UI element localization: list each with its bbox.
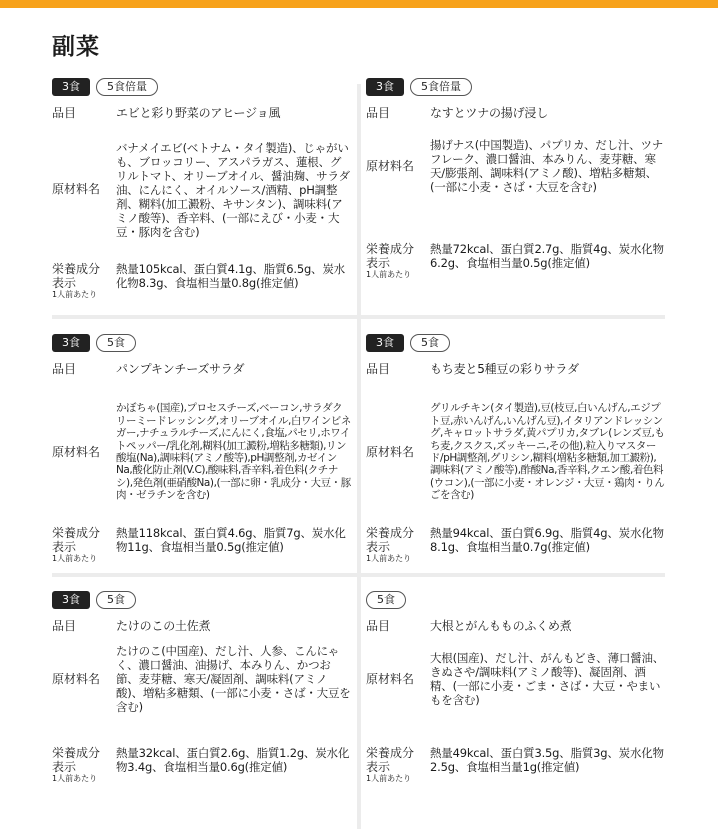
item-name-label: 品目: [366, 106, 391, 120]
nutrition-label-line2: 表示: [52, 540, 77, 554]
nutrition-label: [366, 746, 430, 784]
item-name: もち麦と5種豆の彩りサラダ: [430, 362, 579, 376]
nutrition-text: 熱量118kcal、蛋白質4.6g、脂質7g、炭水化物11g、食塩相当量0.5g(推定値): [116, 526, 346, 554]
menu-card: [52, 591, 352, 784]
item-name-label: 品目: [366, 619, 391, 633]
nutrition-label-line2: 表示: [366, 256, 391, 270]
nutrition-label-line2: 表示: [366, 760, 391, 774]
ingredients-label: 原材料名: [52, 182, 101, 196]
nutrition-text: 熱量72kcal、蛋白質2.7g、脂質4g、炭水化物6.2g、食塩相当量0.5g(推定値): [430, 242, 664, 270]
nutrition-row: [52, 262, 352, 300]
row-divider: [52, 573, 665, 577]
nutrition-label: [52, 526, 116, 564]
badges: [52, 78, 352, 96]
portion-option-badge: 5食: [410, 334, 450, 352]
ingredients-label: 原材料名: [366, 444, 415, 459]
item-name: エビと彩り野菜のアヒージョ風: [116, 106, 281, 120]
nutrition-label-line2: 表示: [52, 276, 77, 290]
nutrition-row: [366, 526, 666, 564]
meal-count-badge: 3食: [366, 334, 404, 352]
badges: [366, 78, 666, 96]
ingredients-text: グリルチキン(タイ製造),豆(枝豆,白いんげん,エジプト豆,赤いんげん,いんげん豆),イタリアンドレッシング,キャロットサラダ,黄パプリカ,タブレ(レンズ豆,もち麦,クスクス,ズッキーニ,その他),粒入りマスタード/pH調整剤,グリシン,糊料(増粘多糖類,加工澱粉),調味料(アミノ酸等),酢酸Na,香辛料,クエン酸,着色料(ウコン),(一部に小麦・オレンジ・大豆・鶏肉・りんごを含む): [430, 402, 665, 502]
per-serving-note: 1人前あたり: [52, 290, 98, 299]
ingredients-text: かぼちゃ(国産),プロセスチーズ,ベーコン,サラダクリーミードレッシング,オリーブオイル,白ワインビネガー,ナチュラルチーズ,にんにく,食塩,パセリ,ホワイトペッパー/乳化剤,糊料(加工澱粉,増粘多糖類),リン酸塩(Na),調味料(アミノ酸等),pH調整剤,カゼインNa,酸化防止剤(V.C),酸味料,香辛料,着色料(クチナシ),発色剤(亜硝酸Na),(一部に卵・乳成分・大豆・豚肉・ゼラチンを含む): [116, 402, 351, 502]
menu-card: [52, 78, 352, 300]
ingredients-text: 大根(国産)、だし汁、がんもどき、薄口醤油、きぬさや/調味料(アミノ酸等)、凝固剤、酒精、(一部に小麦・ごま・さば・大豆・やまいもを含む): [430, 651, 665, 707]
item-name-label: 品目: [52, 106, 77, 120]
top-accent-bar: [0, 0, 718, 8]
badges: [52, 591, 352, 609]
nutrition-label: [52, 262, 116, 300]
nutrition-label-line2: 表示: [366, 540, 391, 554]
portion-option-badge: 5食: [96, 591, 136, 609]
meal-count-badge: 3食: [52, 591, 90, 609]
ingredients-row: [366, 384, 666, 520]
nutrition-text: 熱量32kcal、蛋白質2.6g、脂質1.2g、炭水化物3.4g、食塩相当量0.6g(推定値): [116, 746, 350, 774]
ingredients-text: 揚げナス(中国製造)、パプリカ、だし汁、ツナフレーク、濃口醤油、本みりん、麦芽糖、寒天/膨張剤、調味料(アミノ酸)、増粘多糖類、(一部に小麦・さば・大豆を含む): [430, 138, 664, 194]
nutrition-label-line1: 栄養成分: [366, 526, 415, 540]
nutrition-text: 熱量94kcal、蛋白質6.9g、脂質4g、炭水化物8.1g、食塩相当量0.7g(推定値): [430, 526, 664, 554]
ingredients-row: [52, 641, 352, 717]
nutrition-label: [366, 526, 430, 564]
ingredients-label: 原材料名: [52, 444, 101, 459]
ingredients-row: [52, 384, 352, 520]
meal-count-badge: 3食: [52, 334, 90, 352]
menu-card: [366, 334, 666, 564]
item-name-label: 品目: [52, 362, 77, 376]
ingredients-label: 原材料名: [52, 671, 101, 686]
menu-card: [366, 591, 666, 784]
per-serving-note: 1人前あたり: [366, 270, 412, 279]
badges: [52, 334, 352, 352]
portion-option-badge: 5食: [96, 334, 136, 352]
item-name-row: [52, 619, 352, 634]
nutrition-row: [52, 746, 352, 784]
per-serving-note: 1人前あたり: [366, 554, 412, 563]
column-divider: [357, 84, 361, 829]
nutrition-text: 熱量49kcal、蛋白質3.5g、脂質3g、炭水化物2.5g、食塩相当量1g(推定値): [430, 746, 664, 774]
nutrition-label-line2: 表示: [52, 760, 77, 774]
menu-card: [366, 78, 666, 280]
menu-card: [52, 334, 352, 564]
ingredients-text: たけのこ(中国産)、だし汁、人参、こんにゃく、濃口醤油、油揚げ、本みりん、かつお節、麦芽糖、寒天/凝固剤、調味料(アミノ酸)、増粘多糖類、(一部に小麦・さば・大豆を含む): [116, 644, 351, 714]
meal-count-badge: 3食: [366, 78, 404, 96]
nutrition-label-line1: 栄養成分: [52, 262, 101, 276]
portion-option-badge: 5食倍量: [96, 78, 158, 96]
item-name: なすとツナの揚げ浸し: [430, 106, 549, 120]
nutrition-label-line1: 栄養成分: [366, 746, 415, 760]
item-name: 大根とがんもものふくめ煮: [430, 619, 572, 633]
per-serving-note: 1人前あたり: [52, 554, 98, 563]
ingredients-row: [366, 641, 666, 717]
item-name-row: [366, 362, 666, 377]
ingredients-label: 原材料名: [366, 671, 415, 686]
nutrition-row: [366, 242, 666, 280]
item-name: たけのこの土佐煮: [116, 619, 211, 633]
badges: [366, 591, 666, 609]
item-name-row: [52, 106, 352, 121]
nutrition-label: [366, 242, 430, 280]
ingredients-label: 原材料名: [366, 158, 415, 173]
per-serving-note: 1人前あたり: [366, 774, 412, 783]
item-name-label: 品目: [366, 362, 391, 376]
nutrition-text: 熱量105kcal、蛋白質4.1g、脂質6.5g、炭水化物8.3g、食塩相当量0.8g(推定値): [116, 262, 345, 290]
nutrition-label-line1: 栄養成分: [52, 746, 101, 760]
ingredients-text: バナメイエビ(ベトナム・タイ製造)、じゃがいも、ブロッコリー、アスパラガス、蓮根、グリルトマト、オリーブオイル、醤油麹、サラダ油、にんにく、オイルソース/酒精、pH調整剤、糊料(加工澱粉、キサンタン)、調味料(アミノ酸等)、香辛料、(一部にえび・小麦・大豆・豚肉を含む): [116, 140, 350, 239]
badges: [366, 334, 666, 352]
nutrition-row: [366, 746, 666, 784]
ingredients-row: [52, 128, 352, 251]
nutrition-label-line1: 栄養成分: [366, 242, 415, 256]
page-title: 副菜: [52, 34, 100, 60]
portion-option-badge: 5食: [366, 591, 406, 609]
portion-option-badge: 5食倍量: [410, 78, 472, 96]
nutrition-label: [52, 746, 116, 784]
meal-count-badge: 3食: [52, 78, 90, 96]
item-name: パンプキンチーズサラダ: [116, 362, 245, 376]
per-serving-note: 1人前あたり: [52, 774, 98, 783]
item-name-row: [52, 362, 352, 377]
nutrition-label-line1: 栄養成分: [52, 526, 101, 540]
item-name-row: [366, 619, 666, 634]
item-name-row: [366, 106, 666, 121]
ingredients-row: [366, 128, 666, 204]
item-name-label: 品目: [52, 619, 77, 633]
nutrition-row: [52, 526, 352, 564]
row-divider: [52, 315, 665, 319]
